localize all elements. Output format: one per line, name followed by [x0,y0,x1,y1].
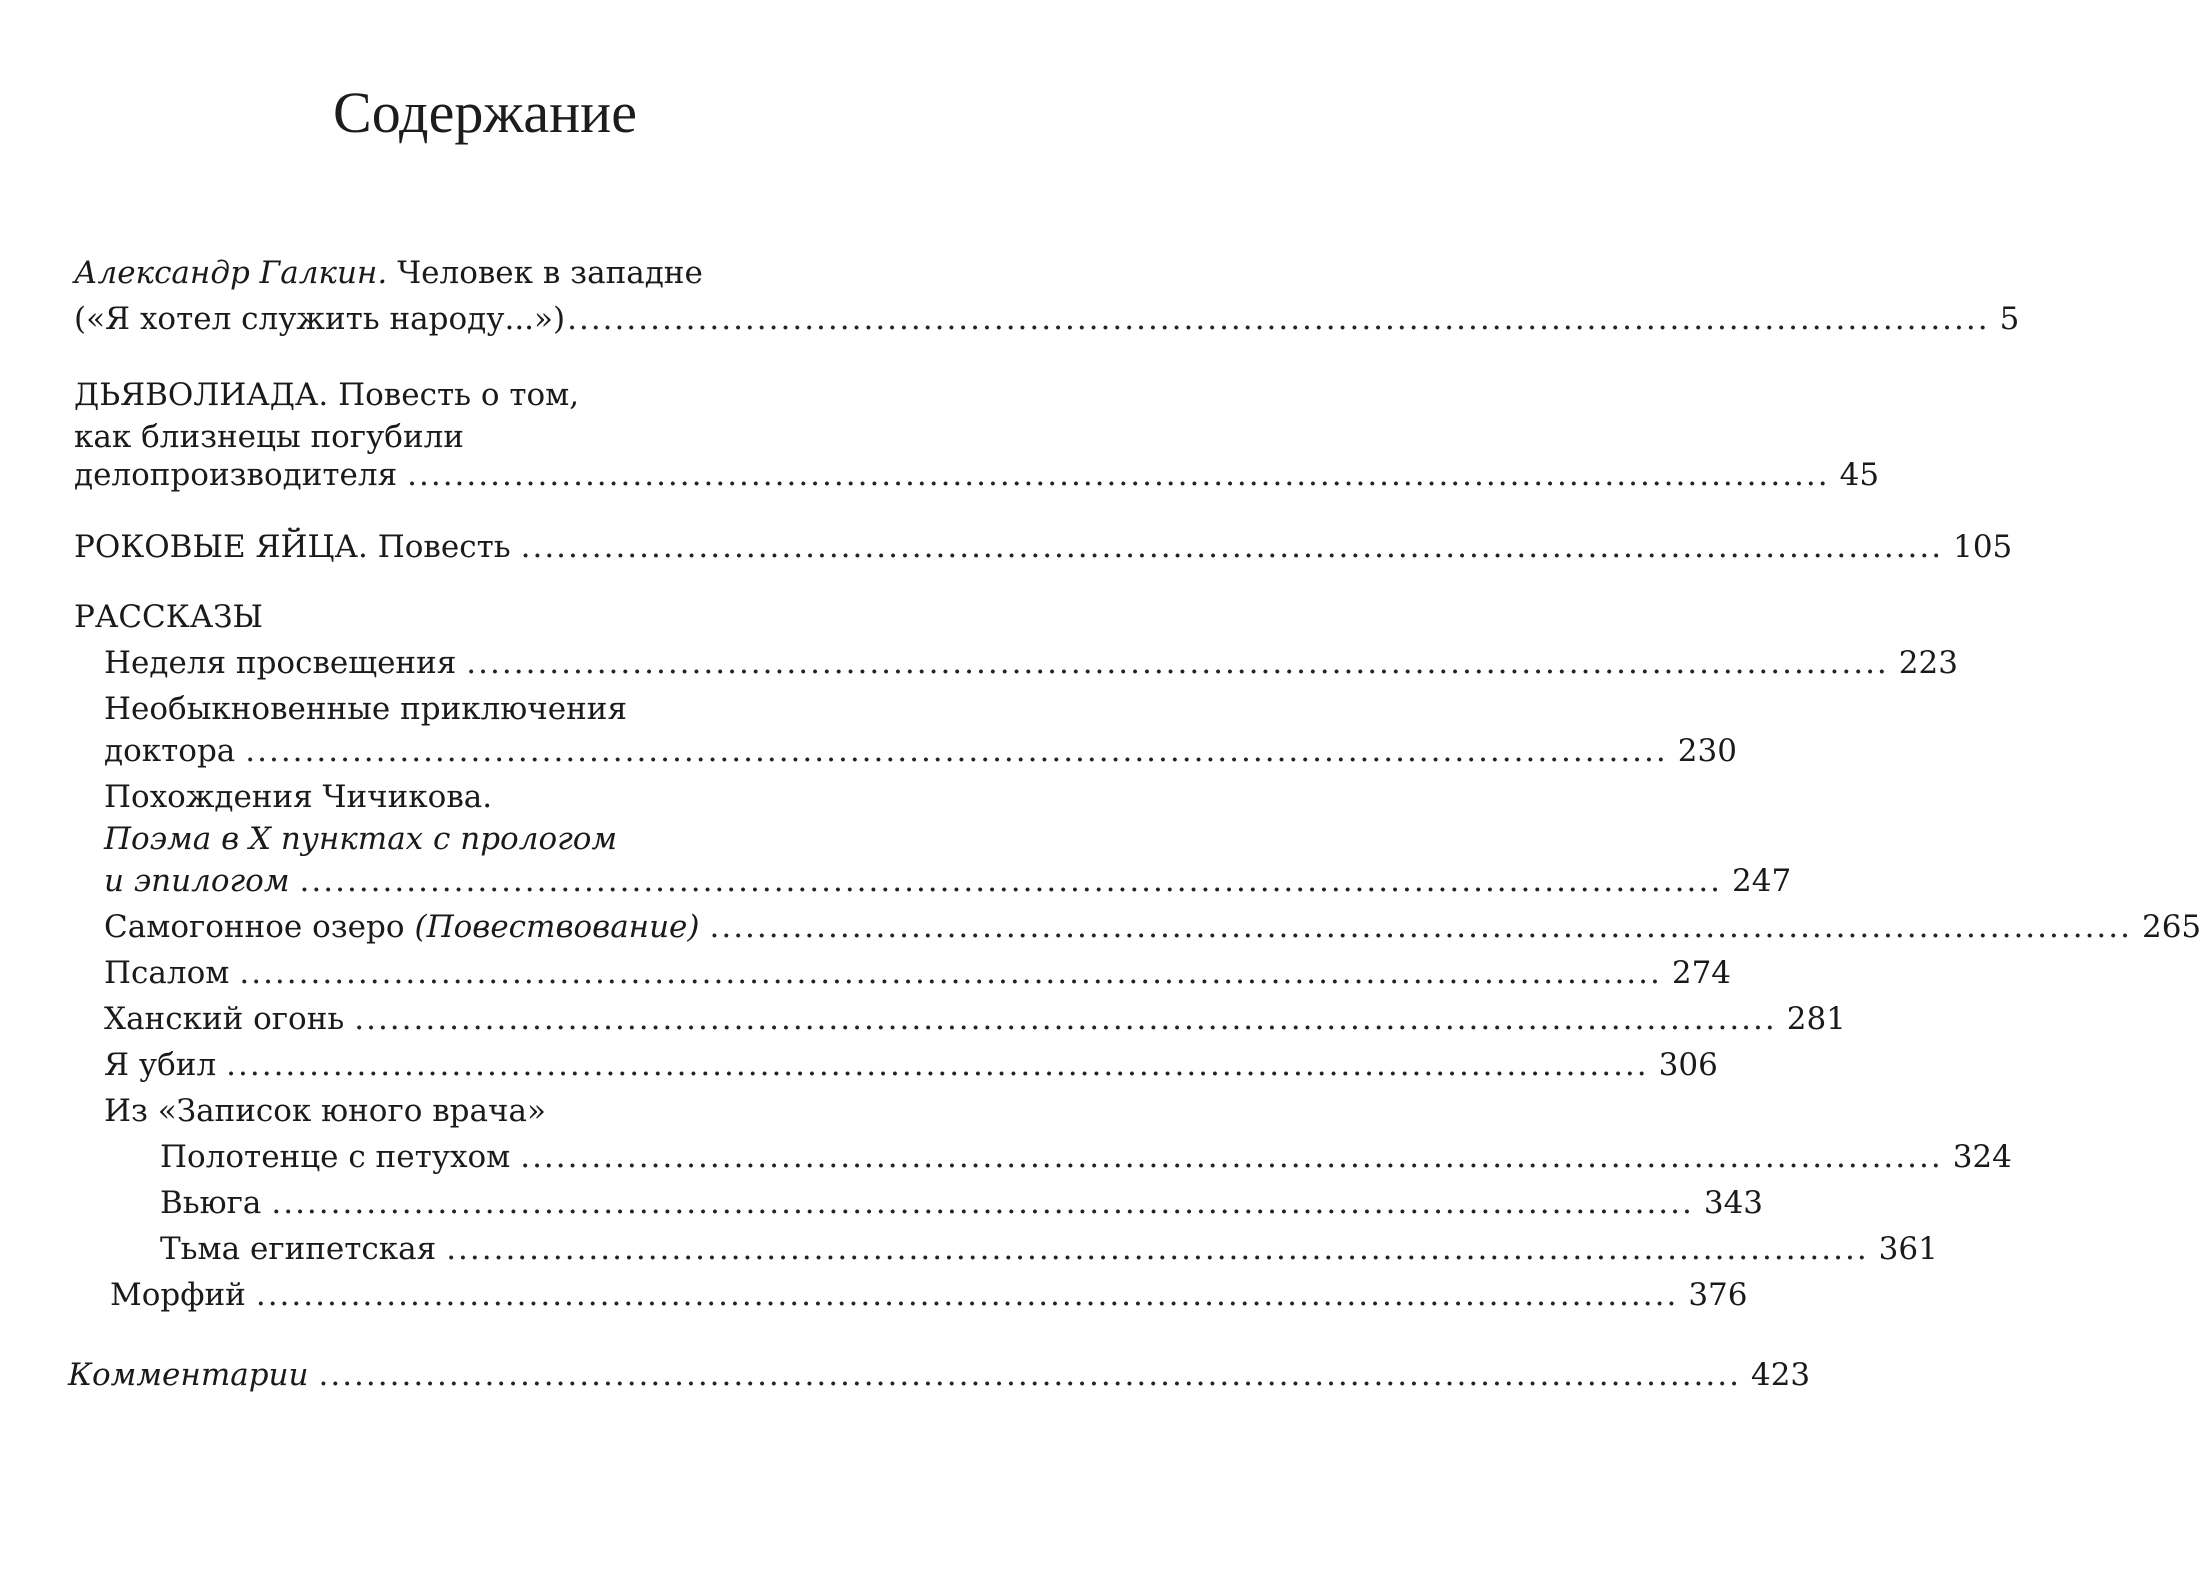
page-number: 45 [1839,457,1880,493]
page-number: 274 [1671,955,1732,991]
page-number: 361 [1878,1231,1938,1267]
dot-leader: ........................................................................................................................ [520,529,1944,565]
dot-leader: ........................................................................................................................ [520,1139,1943,1175]
dot-leader: ........................................................................................................................ [239,955,1662,991]
page-number: 376 [1688,1277,1748,1313]
dot-leader: ........................................................................................................................ [226,1047,1649,1083]
toc-entry-diavoliada-line3[interactable] [74,452,1880,498]
dot-leader: ........................................................................................................................ [271,1185,1694,1221]
dot-leader: ........................................................................................................................ [709,909,2132,945]
page-title: Содержание [333,80,637,145]
toc-entry-yaubil[interactable] [104,1042,1718,1088]
toc-entry-khanskiy[interactable] [104,996,1846,1042]
intro-author: Александр Галкин. [74,255,388,291]
toc-entry-neobyk-line2[interactable] [104,728,1737,774]
entry-subtitle: и эпилогом [104,863,290,899]
entry-title: Вьюга [160,1185,262,1221]
page-number: 247 [1732,863,1792,899]
dot-leader: ........................................................................................................................ [255,1277,1679,1313]
toc-entry-pokhozhdeniya-line1[interactable] [104,774,492,820]
toc-entry-psalom[interactable] [104,950,1732,996]
dot-leader: ........................................................................................................................ [318,1357,1741,1393]
dot-leader: ........................................................................................................................ [466,645,1889,681]
entry-title: делопроизводителя [74,457,398,493]
page-number: 423 [1750,1357,1811,1393]
entry-title: Похождения Чичикова. [104,779,493,815]
dot-leader: ........................................................................................................................ [245,733,1668,769]
section-heading-stories [74,594,263,640]
toc-entry-intro-line1[interactable] [74,250,703,296]
toc-entry-intro-line2[interactable] [74,296,2020,342]
toc-entry-nedelya[interactable] [104,640,1958,686]
page-number: 281 [1786,1001,1846,1037]
toc-entry-vyuga[interactable] [160,1180,1764,1226]
page-number: 324 [1952,1139,2012,1175]
intro-title: Человек в западне [397,255,703,291]
page-number: 343 [1703,1185,1764,1221]
entry-title: Тьма египетская [160,1231,437,1267]
page-number: 265 [2141,909,2201,945]
entry-title: ДЬЯВОЛИАДА. Повесть о том, [74,377,580,413]
toc-entry-pokhozhdeniya-line2[interactable] [104,816,617,862]
entry-title: доктора [104,733,236,769]
entry-subtitle: (Повествование) [414,909,700,945]
entry-title: Я убил [104,1047,217,1083]
entry-title: Самогонное озеро [104,909,405,945]
entry-title: Псалом [104,955,230,991]
page-number: 5 [1999,301,2020,337]
entry-title: Морфий [110,1277,246,1313]
page-number: 223 [1898,645,1958,681]
dot-leader: ........................................................................................................................ [299,863,1723,899]
entry-title: РОКОВЫЕ ЯЙЦА. Повесть [74,529,511,565]
subsection-title: Из «Записок юного врача» [104,1093,546,1129]
toc-entry-tma[interactable] [160,1226,1938,1272]
toc-entry-comments[interactable] [68,1352,1811,1398]
section-title: РАССКАЗЫ [74,599,264,635]
entry-title: Комментарии [68,1357,309,1393]
subsection-heading-zapiski [104,1088,546,1134]
toc-entry-pokhozhdeniya-line3[interactable] [104,858,1792,904]
dot-leader: ........................................................................................................................ [567,301,1990,337]
dot-leader: ........................................................................................................................ [407,457,1830,493]
entry-title: Необыкновенные приключения [104,691,628,727]
intro-subtitle: («Я хотел служить народу...») [74,301,566,337]
toc-entry-rokovye[interactable] [74,524,2013,570]
page-number: 306 [1658,1047,1718,1083]
page-number: 230 [1677,733,1737,769]
dot-leader: ........................................................................................................................ [354,1001,1777,1037]
page-number: 105 [1953,529,2013,565]
toc-entry-samogon[interactable] [104,904,2201,950]
toc-entry-diavoliada-line1[interactable] [74,372,579,418]
entry-title: Полотенце с петухом [160,1139,511,1175]
entry-title: как близнецы погубили [74,419,464,455]
toc-entry-polotence[interactable] [160,1134,2012,1180]
entry-title: Ханский огонь [104,1001,345,1037]
dot-leader: ........................................................................................................................ [446,1231,1869,1267]
toc-entry-morfiy[interactable] [110,1272,1748,1318]
toc-entry-neobyk-line1[interactable] [104,686,627,732]
entry-subtitle: Поэма в X пунктах с прологом [104,821,618,857]
entry-title: Неделя просвещения [104,645,457,681]
